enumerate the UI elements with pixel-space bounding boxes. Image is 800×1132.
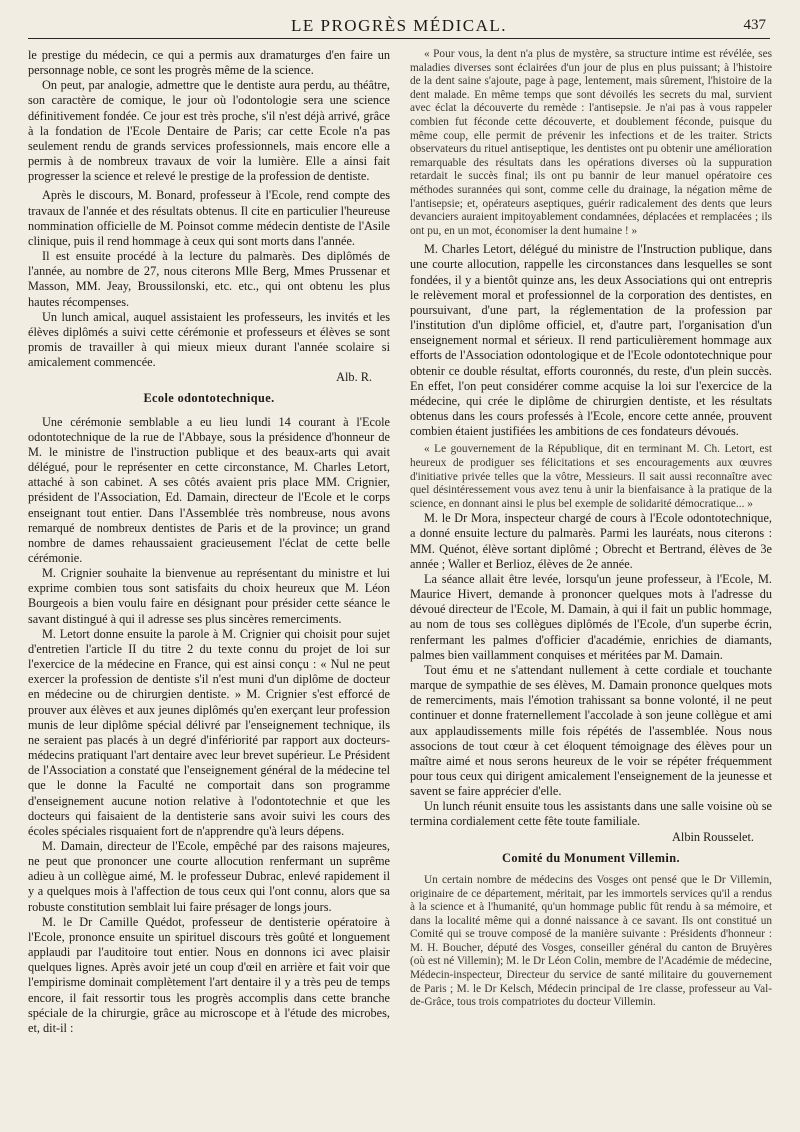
paragraph: Un lunch amical, auquel assistaient les professeurs, les invités et les élèves diplômés a suivi cette cérémonie et professeurs et élèves se sont promis de travailler à qui mieux mieux durant l'année scolaire si amicalement commencée.: [28, 309, 390, 370]
paragraph: Après le discours, M. Bonard, professeur à l'Ecole, rend compte des travaux de l'année et des résultats obtenus. Il cite en particulier l'heureuse nommination officielle de M. Poinsot comme médecin dentiste de l'Asile clinique, puis il rend hommage à ceux qui sont morts dans l'année.: [28, 188, 390, 248]
left-column: [28, 48, 390, 1036]
paragraph: M. Damain, directeur de l'Ecole, empêché par des raisons majeures, ne peut que prononcer une courte allocution renfermant un suprême adieu à un collègue aimé, M. le professeur Dubrac, enlevé rapidement il y a quelques mois à l'affection de tous ceux qui l'ont connu, alors que sa robuste constitution semblait lui faire présager de longs jours.: [28, 838, 390, 914]
page-header: [28, 14, 770, 39]
paragraph: M. le Dr Camille Quédot, professeur de dentisterie opératoire à l'Ecole, prononce ensuite un spirituel discours très goûté et longuement applaudi par l'auditoire tout entier. Nous en donnons ici avec plaisir quelques lignes. Après avoir jeté un coup d'œil en arrière et fait voir que l'empirisme dominait complètement l'art dentaire il y a très peu de temps encore, il fait ressortir tous les progrès accomplis dans cette branche spéciale de la chirurgie, grâce au microscope et à l'étude des microbes, et, dit-il :: [28, 914, 390, 1035]
paragraph: M. Crignier souhaite la bienvenue au représentant du ministre et lui exprime combien tous sont satisfaits du choix heureux que M. Léon Bourgeois a bien voulu faire en désignant pour présider cette séance le savant distingué à qui il adresse ses plus sincères remerciments.: [28, 566, 390, 626]
right-column: [410, 48, 772, 1010]
paragraph: On peut, par analogie, admettre que le dentiste aura perdu, au théâtre, son caractère de comique, le jour où l'odontologie sera une science définitivement fondée. Ce jour est très proche, s'il n'est déjà arrivé, grâce à la fondation de l'Ecole Dentaire de Paris; car cette Ecole n'a pas seulement rendu de grands services professionnels, mais encore elle a permis à de nombreux travaux de voir la lumière. Elle a ainsi fait progresser la science et relevé le prestige de la profession de dentiste.: [28, 78, 390, 184]
paragraph: La séance allait être levée, lorsqu'un jeune professeur, à l'Ecole, M. Maurice Hivert, demande à prononcer quelques mots à l'adresse du dévoué directeur de l'Ecole, M. Damain, à qui il fait un public hommage, au nom de tous ses collègues diplômés de l'Ecole, d'un superbe écrin, renfermant les palmes d'officier d'académie, enrichies de diamants, palmes bien vaillamment conquises et méritées par M. Damain.: [410, 571, 772, 662]
author-signature: Alb. R.: [336, 370, 372, 385]
paragraph: Un certain nombre de médecins des Vosges ont pensé que le Dr Villemin, originaire de ce département, méritait, par les immortels services qu'il a rendus à la science et à l'humanité, qu'un hommage public fût rendu à sa mémoire, et dans la localité même qui a donné naissance à ce savant. Ils ont constitué un Comité qui se trouve composé de la manière suivante : Présidents d'honneur : M. H. Boucher, député des Vosges, conseiller général du canton de Bruyères (où est né Villemin); M. le Dr Léon Colin, membre de l'Académie de médecine, Médecin-inspecteur, Directeur du service de santé militaire du gouvernement de Paris ; M. le Dr Kelsch, Médecin principal de 1re classe, professeur au Val-de-Grâce, tous trois compatriotes du docteur Villemin.: [410, 873, 772, 1009]
paragraph: Un lunch réunit ensuite tous les assistants dans une salle voisine où se termina cordialement cette fête toute familiale.: [410, 799, 772, 829]
paragraph: M. le Dr Mora, inspecteur chargé de cours à l'Ecole odontotechnique, a donné ensuite lecture du palmarès. Parmi les lauréats, nous citerons : MM. Quénot, élève sortant diplômé ; Obrecht et Bertrand, élèves de 3e année ; Waller et Berlioz, élèves de 2e année.: [410, 511, 772, 571]
paragraph: M. Charles Letort, délégué du ministre de l'Instruction publique, dans une courte allocution, rappelle les circonstances dans lesquelles se sont fondées, il y a bientôt quinze ans, les deux Associations qui ont entrepris le relèvement moral et professionnel de la corporation des dentistes, en poursuivant, d'une part, la réglementation de la profession par l'institution d'un diplôme officiel, et, d'autre part, l'organisation d'un enseignement normal et sérieux. Il rend particulièrement hommage aux efforts de l'Association odontologique et de l'Ecole odontotechnique pour obtenir ce double résultat, efforts couronnés, du reste, d'un plein succès. En effet, l'on peut considérer comme acquise la loi sur l'exercice de la médecine, qui crée le diplôme de chirurgien dentiste, et les résultats obtenus dans les cours professés à l'Ecole, encore cette année, prouvent combien étaient justifiées les ambitions de ces fondateurs dévoués.: [410, 242, 772, 439]
paragraph: Tout ému et ne s'attendant nullement à cette cordiale et touchante marque de sympathie de ses élèves, M. Damain prononce quelques mots de remerciments, mais l'émotion trahissant sa bonne volonté, il ne peut continuer et donne fraternellement l'accolade à son jeune collègue et ami aux applaudissements mille fois répétés de l'assemblée. Nous nous associons de tout cœur à cet éloquent témoignage des élèves pour un maître aimé et nous serons heureux de le voir se répéter fréquemment pour tous ceux qui dirigent amicalement l'enseignement de la jeunesse et savent se faire apprécier d'elle.: [410, 662, 772, 799]
journal-title: LE PROGRÈS MÉDICAL.: [291, 16, 507, 35]
author-signature: Albin Rousselet.: [672, 829, 754, 844]
paragraph: le prestige du médecin, ce qui a permis aux dramaturges d'en faire un personnage noble, ce sont les progrès même de la science.: [28, 48, 390, 78]
paragraph: Une cérémonie semblable a eu lieu lundi 14 courant à l'Ecole odontotechnique de la rue de l'Abbaye, sous la présidence d'honneur de M. le ministre de l'instruction publique et des beaux-arts qui avait délégué, pour le représenter en cette circonstance, M. Charles Letort, attaché à son cabinet. A ses côtés avaient pris place MM. Crignier, président de l'Association, Ed. Damain, directeur de l'Ecole et le corps enseignant tout entier. Dans l'Assemblée très nombreuse, nous avons remarqué de nombreux dentistes de Paris et de la province; un grand nombre de dames rehaussaient gracieusement l'éclat de cette belle cérémonie.: [28, 414, 390, 565]
page-number: 437: [743, 17, 766, 33]
paragraph: M. Letort donne ensuite la parole à M. Crignier qui choisit pour sujet d'entretien l'article II du titre 2 du texte connu du projet de loi sur l'exercice de la médecine en France, qui est ainsi conçu : « Nul ne peut exercer la profession de dentiste s'il n'est muni d'un diplôme de docteur en médecine ou de chirurgien dentiste. » M. Crignier s'est efforcé de prouver aux élèves et aux jeunes diplômés qu'en exerçant leur profession munis de leur diplôme spécial délivré par l'enseignement technique, ils ne seraient pas placés à un degré d'infériorité par rapport aux docteurs-médecins pratiquant l'art dentaire avec leur brevet supérieur. Le Président de l'Association a constaté que l'enseignement général de la médecine tel que le donne la Faculté ne comportait dans son programme d'enseignement aucune notion relative à l'odontotechnie et que les docteurs qui faisaient de la dentisterie sans avoir suivi les cours des écoles spéciales risquaient fort de n'apprendre qu'à leurs dépens.: [28, 626, 390, 838]
section-heading: Ecole odontotechnique.: [143, 391, 275, 406]
quotation: « Le gouvernement de la République, dit en terminant M. Ch. Letort, est heureux de prodiguer ses félicitations et ses encouragements aux œuvres d'initiative privée telles que la vôtre, Messieurs. Il sait aussi reconnaître avec quel désintéressement vous avez tenu à unir la bienfaisance à la pratique de la science, en donnant ainsi le plus bel exemple de solidarité démocratique... »: [410, 443, 772, 510]
quotation: « Pour vous, la dent n'a plus de mystère, sa structure intime est révélée, ses maladies diverses sont éclairées d'un jour de plus en plus puissant; à l'histoire de la dent saine s'ajoute, page à page, lentement, mais sûrement, l'histoire de la dent malade. En même temps que sont dévoilés les secrets du mal, survient avec éclat la découverte du remède : l'antisepsie. Je n'ai pas à vous rappeler combien fut féconde cette découverte, et doublement féconde, puisque du même coup, elle permit de prévenir les infections et de les traiter. Stricts observateurs du rituel antiseptique, les dentistes ont pu obtenir une amélioration remarquable des résultats dans les opérations diverses où la suppuration retardait le succès final; ils ont pu bannir de leur manuel opératoire ces méthodes surannées qui sont, comme celle du drainage, la négation même de l'antisepsie; et, opérateurs aseptiques, guérir radicalement des dents que leurs devanciers auraient impitoyablement condamnées, déplacées et remplacées ; ils ont pu, en un mot, économiser la dent humaine ! »: [410, 48, 772, 237]
section-heading: Comité du Monument Villemin.: [502, 850, 680, 865]
paragraph: Il est ensuite procédé à la lecture du palmarès. Des diplômés de l'année, au nombre de 27, nous citerons Mlle Berg, Mmes Prussenar et Masson, MM. Jeay, Broussilonski, etc. etc., qui ont obtenu les plus hautes récompenses.: [28, 249, 390, 309]
